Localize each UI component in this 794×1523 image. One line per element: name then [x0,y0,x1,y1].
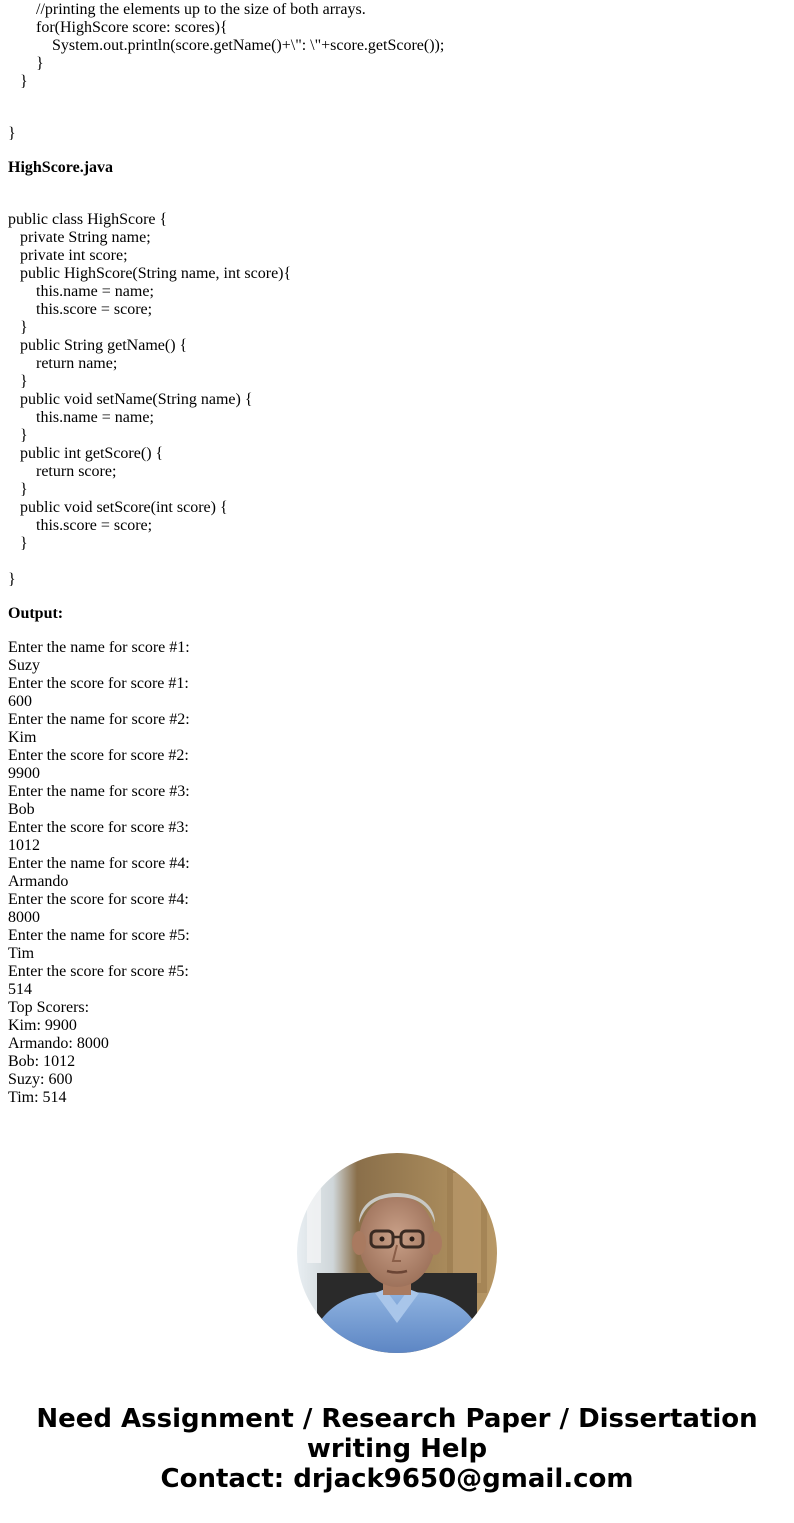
footer-contact: Contact: drjack9650@gmail.com [160,1464,634,1494]
code-line: return name; [36,355,118,372]
code-line: } [20,427,28,444]
code-line: } [36,55,44,72]
output-line: Enter the name for score #5: [8,927,190,944]
code-line: public void setName(String name) { [20,391,253,408]
output-line: Kim [8,729,37,746]
output-line: Tim: 514 [8,1089,67,1106]
code-line: this.name = name; [36,283,154,300]
output-line: 9900 [8,765,40,782]
output-line: Enter the name for score #3: [8,783,190,800]
code-line: public void setScore(int score) { [20,499,228,516]
code-line: this.score = score; [36,517,153,534]
output-line: Enter the score for score #3: [8,819,189,836]
code-line: private String name; [20,229,151,246]
output-heading: Output: [8,605,64,622]
output-line: 600 [8,693,32,710]
footer-line-1: Need Assignment / Research Paper / Dissertation [36,1404,758,1434]
output-line: Kim: 9900 [8,1017,77,1034]
output-line: Enter the name for score #4: [8,855,190,872]
code-line: public HighScore(String name, int score){ [20,265,292,282]
file-heading-highscore: HighScore.java [8,159,114,176]
code-line: } [20,73,28,90]
code-line: return score; [36,463,117,480]
code-line: } [20,481,28,498]
code-line: public class HighScore { [8,211,168,228]
output-line: Armando [8,873,69,890]
code-line: //printing the elements up to the size of both arrays. [36,1,366,18]
output-line: Suzy [8,657,40,674]
code-line: } [20,373,28,390]
author-avatar [297,1153,497,1353]
output-line: Enter the name for score #2: [8,711,190,728]
code-line: public int getScore() { [20,445,164,462]
output-line: 1012 [8,837,40,854]
code-line: private int score; [20,247,128,264]
code-line: System.out.println(score.getName()+\": \"+score.getScore()); [52,37,445,54]
code-line: for(HighScore score: scores){ [36,19,228,36]
output-line: Bob: 1012 [8,1053,76,1070]
code-line: } [20,319,28,336]
author-photo [297,1153,497,1353]
output-line: Suzy: 600 [8,1071,73,1088]
output-line: Enter the score for score #5: [8,963,189,980]
output-line: Enter the score for score #1: [8,675,189,692]
output-line: Enter the name for score #1: [8,639,190,656]
output-line: Tim [8,945,35,962]
code-line: } [20,535,28,552]
output-line: 514 [8,981,32,998]
code-line: public String getName() { [20,337,188,354]
code-line: this.score = score; [36,301,153,318]
code-line: this.name = name; [36,409,154,426]
output-line: Bob [8,801,35,818]
output-line: Armando: 8000 [8,1035,109,1052]
code-line: } [8,571,16,588]
footer-line-2: writing Help [306,1434,488,1464]
output-line: Top Scorers: [8,999,90,1016]
output-line: 8000 [8,909,40,926]
code-line: } [8,125,16,142]
output-line: Enter the score for score #4: [8,891,189,908]
output-line: Enter the score for score #2: [8,747,189,764]
